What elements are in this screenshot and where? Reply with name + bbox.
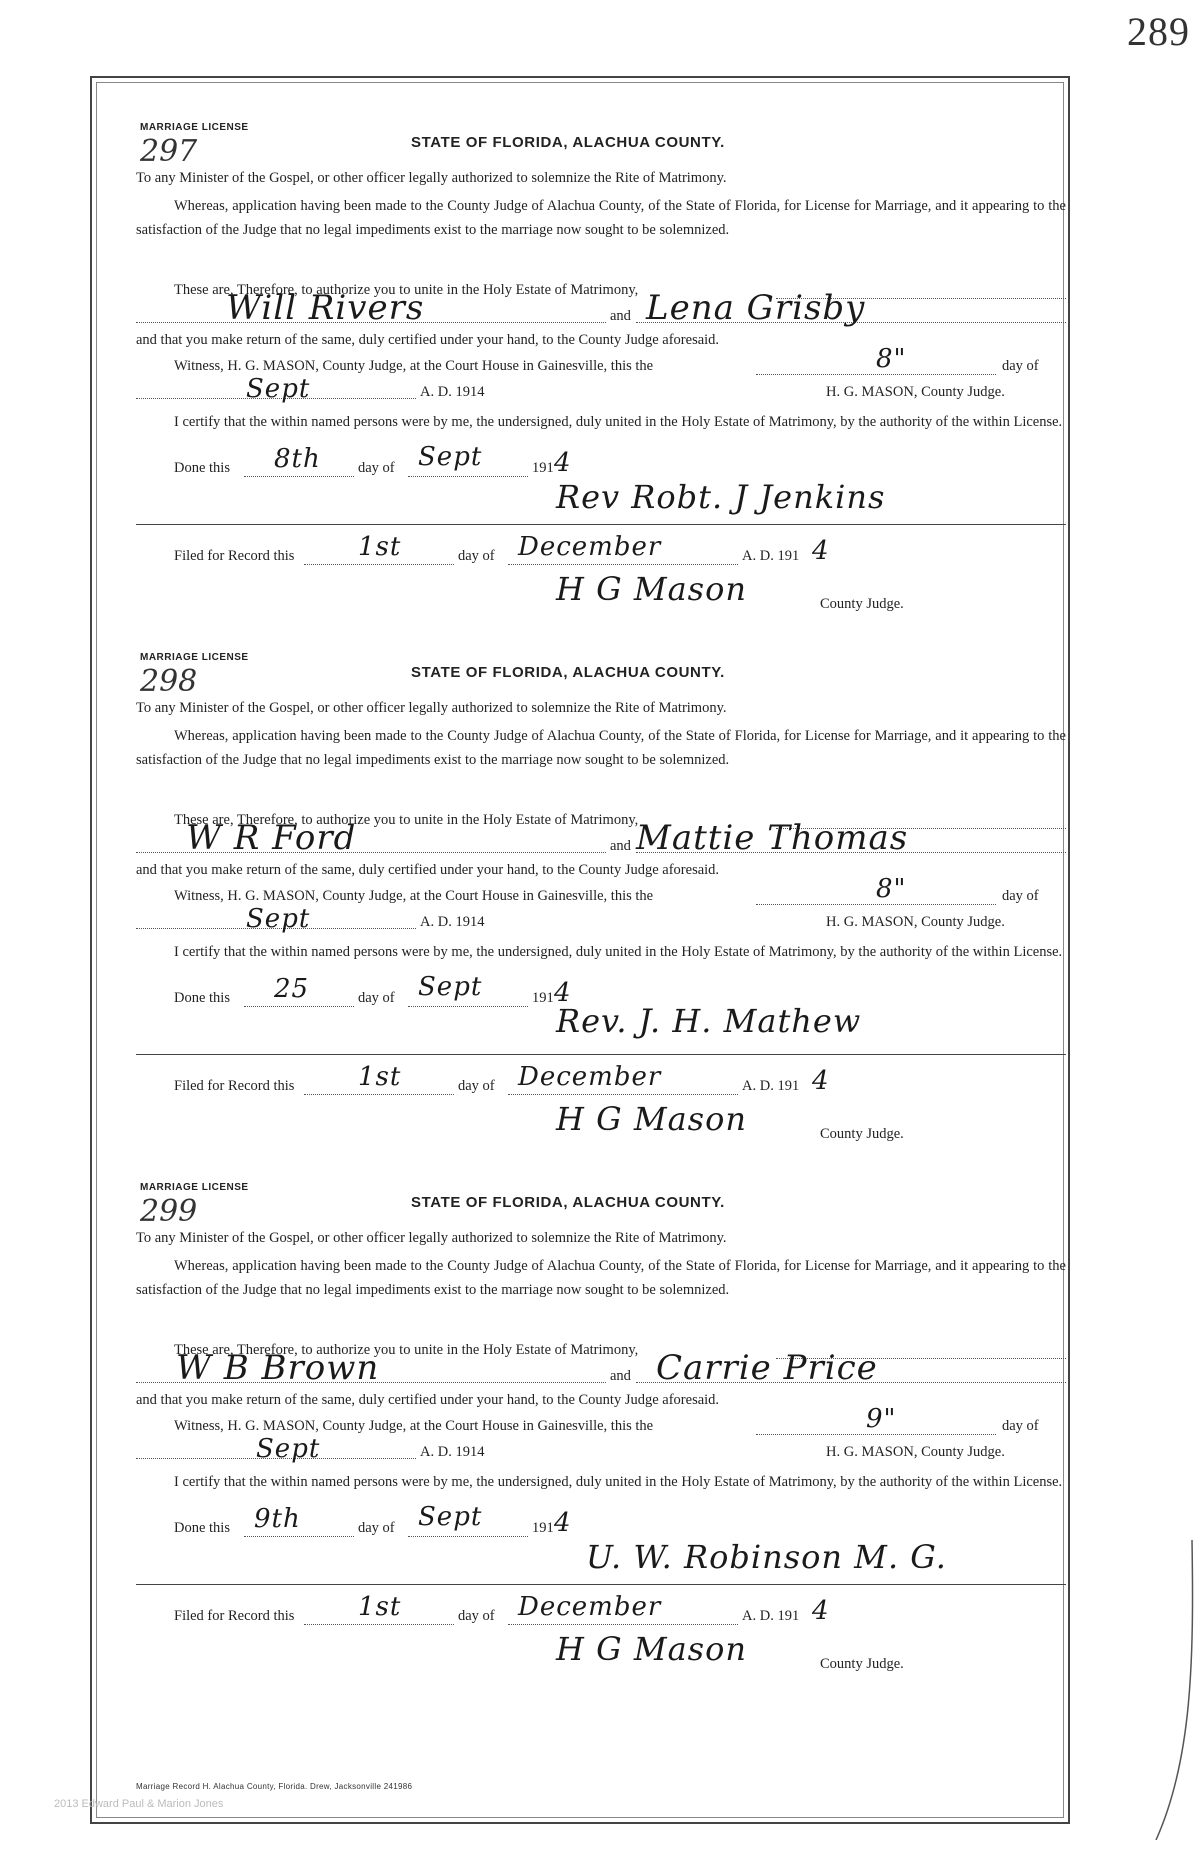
dotted-line	[408, 476, 528, 477]
return-text: and that you make return of the same, duly certified under your hand, to the County Judge aforesaid.	[136, 1392, 720, 1408]
divider-line	[136, 524, 1066, 525]
witness-day: 9"	[866, 1404, 897, 1434]
these-are-text: These are, Therefore, to authorize you to unite in the Holy Estate of Matrimony,	[174, 282, 639, 298]
divider-line	[136, 1584, 1066, 1585]
filed-year-digit: 4	[812, 1596, 830, 1626]
judge-signature: H G Mason	[556, 1100, 747, 1138]
divider-line	[136, 1054, 1066, 1055]
page-edge-curve	[1136, 1540, 1196, 1840]
dotted-line	[244, 1536, 354, 1537]
year-191-text: 191	[532, 460, 554, 476]
license-number: 299	[140, 1194, 198, 1229]
day-of-text: day of	[358, 1520, 395, 1536]
day-of-text: day of	[1002, 888, 1039, 904]
dotted-line	[408, 1536, 528, 1537]
done-this-text: Done this	[174, 1520, 230, 1536]
witness-day: 8"	[876, 344, 907, 374]
day-of-text: day of	[458, 1608, 495, 1624]
filed-text: Filed for Record this	[174, 1608, 295, 1624]
done-year-digit: 4	[554, 1508, 572, 1538]
certify-text: I certify that the within named persons were by me, the undersigned, duly united in the Holy Estate of Matrimony, by the authority of the within License.	[174, 414, 1063, 430]
dotted-line	[508, 564, 738, 565]
these-are-text: These are, Therefore, to authorize you to unite in the Holy Estate of Matrimony,	[174, 1342, 639, 1358]
judge-signature: H G Mason	[556, 570, 747, 608]
watermark: 2013 Edward Paul & Marion Jones	[54, 1798, 224, 1810]
dotted-line	[304, 564, 454, 565]
county-judge-text: County Judge.	[820, 1126, 904, 1142]
done-year-digit: 4	[554, 448, 572, 478]
officiant-signature: Rev. J. H. Mathew	[556, 1002, 862, 1040]
filed-year-digit: 4	[812, 536, 830, 566]
dotted-line	[244, 1006, 354, 1007]
license-label: MARRIAGE LICENSE	[140, 1182, 249, 1193]
done-day: 25	[274, 974, 310, 1004]
license-block-298	[136, 652, 1066, 1162]
day-of-text: day of	[458, 1078, 495, 1094]
ad-text: A. D. 1914	[420, 1444, 485, 1460]
witness-month: Sept	[256, 1434, 321, 1464]
footer-imprint: Marriage Record H. Alachua County, Florida. Drew, Jacksonville 241986	[136, 1782, 413, 1791]
ad-text: A. D. 1914	[420, 384, 485, 400]
witness-month: Sept	[246, 374, 311, 404]
filed-text: Filed for Record this	[174, 548, 295, 564]
bride-name: Carrie Price	[656, 1348, 878, 1388]
witness-text: Witness, H. G. MASON, County Judge, at the Court House in Gainesville, this the	[174, 1418, 654, 1434]
done-this-text: Done this	[174, 460, 230, 476]
done-day: 8th	[274, 444, 321, 474]
done-this-text: Done this	[174, 990, 230, 1006]
done-year-digit: 4	[554, 978, 572, 1008]
dotted-line	[244, 476, 354, 477]
state-title: STATE OF FLORIDA, ALACHUA COUNTY.	[411, 1194, 725, 1211]
done-month: Sept	[418, 1502, 483, 1532]
filed-day: 1st	[358, 1592, 402, 1622]
groom-name: W B Brown	[176, 1348, 380, 1388]
return-text: and that you make return of the same, duly certified under your hand, to the County Judge aforesaid.	[136, 332, 720, 348]
to-any-text: To any Minister of the Gospel, or other officer legally authorized to solemnize the Rite of Matrimony.	[136, 1230, 727, 1246]
day-of-text: day of	[358, 990, 395, 1006]
bride-name: Lena Grisby	[646, 288, 866, 328]
day-of-text: day of	[458, 548, 495, 564]
officiant-signature: U. W. Robinson M. G.	[586, 1538, 947, 1576]
whereas-text: Whereas, application having been made to the County Judge of Alachua County, of the State of Florida, for License for Marriage, and it appearing to the satisfaction of the Judge that no legal impediments exist to the marriage now sought to be solemnized.	[136, 728, 1066, 768]
whereas-text: Whereas, application having been made to the County Judge of Alachua County, of the State of Florida, for License for Marriage, and it appearing to the satisfaction of the Judge that no legal impediments exist to the marriage now sought to be solemnized.	[136, 198, 1066, 238]
filed-month: December	[518, 532, 662, 562]
license-number: 297	[140, 134, 198, 169]
groom-name: W R Ford	[186, 818, 357, 858]
witness-month: Sept	[246, 904, 311, 934]
dotted-line	[304, 1094, 454, 1095]
page-number: 289	[1127, 9, 1190, 54]
ad-text: A. D. 1914	[420, 914, 485, 930]
whereas-text: Whereas, application having been made to the County Judge of Alachua County, of the State of Florida, for License for Marriage, and it appearing to the satisfaction of the Judge that no legal impediments exist to the marriage now sought to be solemnized.	[136, 1258, 1066, 1298]
license-block-299	[136, 1182, 1066, 1692]
judge-signature: H G Mason	[556, 1630, 747, 1668]
officiant-signature: Rev Robt. J Jenkins	[556, 478, 886, 516]
and-text: and	[610, 838, 631, 854]
witness-text: Witness, H. G. MASON, County Judge, at the Court House in Gainesville, this the	[174, 358, 654, 374]
witness-text: Witness, H. G. MASON, County Judge, at the Court House in Gainesville, this the	[174, 888, 654, 904]
county-judge-text: County Judge.	[820, 596, 904, 612]
done-month: Sept	[418, 442, 483, 472]
judge-print: H. G. MASON, County Judge.	[826, 384, 1005, 400]
day-of-text: day of	[358, 460, 395, 476]
dotted-line	[508, 1094, 738, 1095]
year-191-text: 191	[532, 990, 554, 1006]
groom-name: Will Rivers	[226, 288, 425, 328]
and-text: and	[610, 308, 631, 324]
day-of-text: day of	[1002, 358, 1039, 374]
bride-name: Mattie Thomas	[636, 818, 909, 858]
to-any-text: To any Minister of the Gospel, or other officer legally authorized to solemnize the Rite of Matrimony.	[136, 700, 727, 716]
license-number: 298	[140, 664, 198, 699]
witness-day: 8"	[876, 874, 907, 904]
these-are-text: These are, Therefore, to authorize you to unite in the Holy Estate of Matrimony,	[174, 812, 639, 828]
to-any-text: To any Minister of the Gospel, or other officer legally authorized to solemnize the Rite of Matrimony.	[136, 170, 727, 186]
filed-month: December	[518, 1592, 662, 1622]
filed-year-digit: 4	[812, 1066, 830, 1096]
dotted-line	[408, 1006, 528, 1007]
license-label: MARRIAGE LICENSE	[140, 122, 249, 133]
certify-text: I certify that the within named persons were by me, the undersigned, duly united in the Holy Estate of Matrimony, by the authority of the within License.	[174, 944, 1063, 960]
judge-print: H. G. MASON, County Judge.	[826, 914, 1005, 930]
state-title: STATE OF FLORIDA, ALACHUA COUNTY.	[411, 134, 725, 151]
license-label: MARRIAGE LICENSE	[140, 652, 249, 663]
state-title: STATE OF FLORIDA, ALACHUA COUNTY.	[411, 664, 725, 681]
done-month: Sept	[418, 972, 483, 1002]
filed-text: Filed for Record this	[174, 1078, 295, 1094]
year-191-text: 191	[532, 1520, 554, 1536]
day-of-text: day of	[1002, 1418, 1039, 1434]
dotted-line	[508, 1624, 738, 1625]
ad-191-text: A. D. 191	[742, 1608, 800, 1624]
dotted-line	[304, 1624, 454, 1625]
county-judge-text: County Judge.	[820, 1656, 904, 1672]
and-text: and	[610, 1368, 631, 1384]
certify-text: I certify that the within named persons were by me, the undersigned, duly united in the Holy Estate of Matrimony, by the authority of the within License.	[174, 1474, 1063, 1490]
ad-191-text: A. D. 191	[742, 1078, 800, 1094]
done-day: 9th	[254, 1504, 301, 1534]
filed-day: 1st	[358, 1062, 402, 1092]
license-block-297	[136, 122, 1066, 632]
ad-191-text: A. D. 191	[742, 548, 800, 564]
filed-month: December	[518, 1062, 662, 1092]
filed-day: 1st	[358, 532, 402, 562]
judge-print: H. G. MASON, County Judge.	[826, 1444, 1005, 1460]
return-text: and that you make return of the same, duly certified under your hand, to the County Judge aforesaid.	[136, 862, 720, 878]
